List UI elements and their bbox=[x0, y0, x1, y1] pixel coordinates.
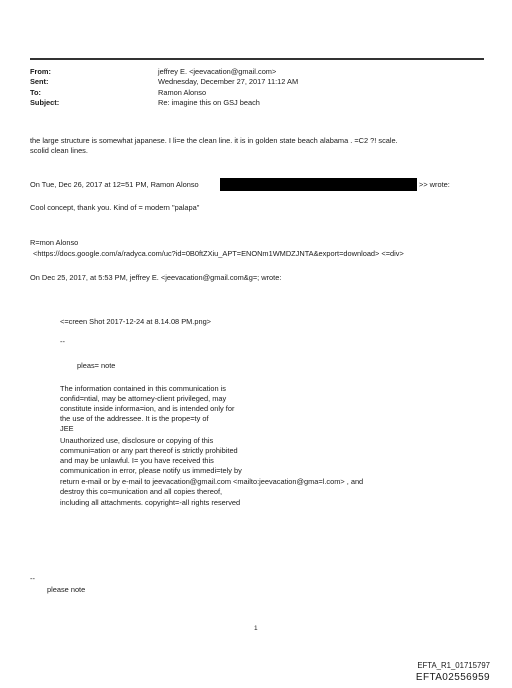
header-rule bbox=[30, 58, 484, 60]
disclaimer-line: destroy this co=munication and all copies thereof, bbox=[60, 487, 223, 496]
quote-header-1-end: >> wrote: bbox=[419, 180, 450, 189]
quote-header-1: On Tue, Dec 26, 2017 at 12=51 PM, Ramon Alonso bbox=[30, 180, 199, 189]
sent-value: Wednesday, December 27, 2017 11:12 AM bbox=[158, 77, 299, 87]
body-line-2: scolid clean lines. bbox=[30, 146, 88, 155]
subject-label: Subject: bbox=[30, 97, 60, 107]
to-row bbox=[30, 88, 298, 98]
to-value: Ramon Alonso bbox=[158, 87, 207, 97]
attachment-name: <=creen Shot 2017-12-24 at 8.14.08 PM.png> bbox=[60, 317, 212, 326]
subject-value: Re: imagine this on GSJ beach bbox=[158, 97, 260, 107]
quote-header-2: On Dec 25, 2017, at 5:53 PM, jeffrey E. <jeevacation@gmail.com&g=; wrote: bbox=[30, 273, 282, 282]
subject-row bbox=[30, 98, 298, 108]
page-number: 1 bbox=[254, 625, 258, 632]
disclaimer-line: including all attachments. copyright=-all rights reserved bbox=[60, 498, 241, 507]
email-header bbox=[30, 67, 298, 108]
separator-dashes: -- bbox=[60, 337, 65, 346]
disclaimer-line: JEE bbox=[60, 424, 74, 433]
disclaimer-line: The information contained in this communication is bbox=[60, 384, 226, 393]
disclaimer-line: and may be unlawful. I= you have received this bbox=[60, 456, 214, 465]
from-row bbox=[30, 67, 298, 77]
bates-number-1: EFTA_R1_01715797 bbox=[417, 661, 490, 670]
bates-number-2: EFTA02556959 bbox=[415, 672, 490, 683]
to-label: To: bbox=[30, 87, 41, 97]
disclaimer-line: constitute inside informa=ion, and is intended only for bbox=[60, 404, 235, 413]
disclaimer-line: confid=ntial, may be attorney-client privileged, may bbox=[60, 394, 227, 403]
from-value: jeffrey E. <jeevacation@gmail.com> bbox=[158, 67, 277, 76]
please-note-2: please note bbox=[47, 585, 86, 594]
signature-link: <https://docs.google.com/a/radyca.com/uc?id=0B0ftZXiu_APT=ENONm1WMDZJNTA&export=download> <=div> bbox=[33, 249, 404, 258]
reply-text: Cool concept, thank you. Kind of = modern "palapa" bbox=[30, 203, 200, 212]
signature-name: R=mon Alonso bbox=[30, 238, 79, 247]
disclaimer-line: communication in error, please notify us immedi=tely by bbox=[60, 466, 242, 475]
disclaimer-line: Unauthorized use, disclosure or copying of this bbox=[60, 436, 214, 445]
please-note: pleas= note bbox=[77, 361, 116, 370]
sent-row bbox=[30, 77, 298, 87]
disclaimer-line: communi=ation or any part thereof is strictly prohibited bbox=[60, 446, 238, 455]
sent-label: Sent: bbox=[30, 77, 49, 87]
disclaimer-line: return e-mail or by e-mail to jeevacation@gmail.com <mailto:jeevacation@gma=l.com> , and bbox=[60, 477, 364, 486]
redaction-box bbox=[220, 178, 417, 191]
body-line-1: the large structure is somewhat japanese. I li=e the clean line. it is in golden state beach alabama . =C2 ?! scale. bbox=[30, 136, 398, 145]
from-label: From: bbox=[30, 67, 51, 76]
disclaimer-line: the use of the addressee. It is the prope=ty of bbox=[60, 414, 209, 423]
separator-dashes-2: -- bbox=[30, 574, 35, 583]
